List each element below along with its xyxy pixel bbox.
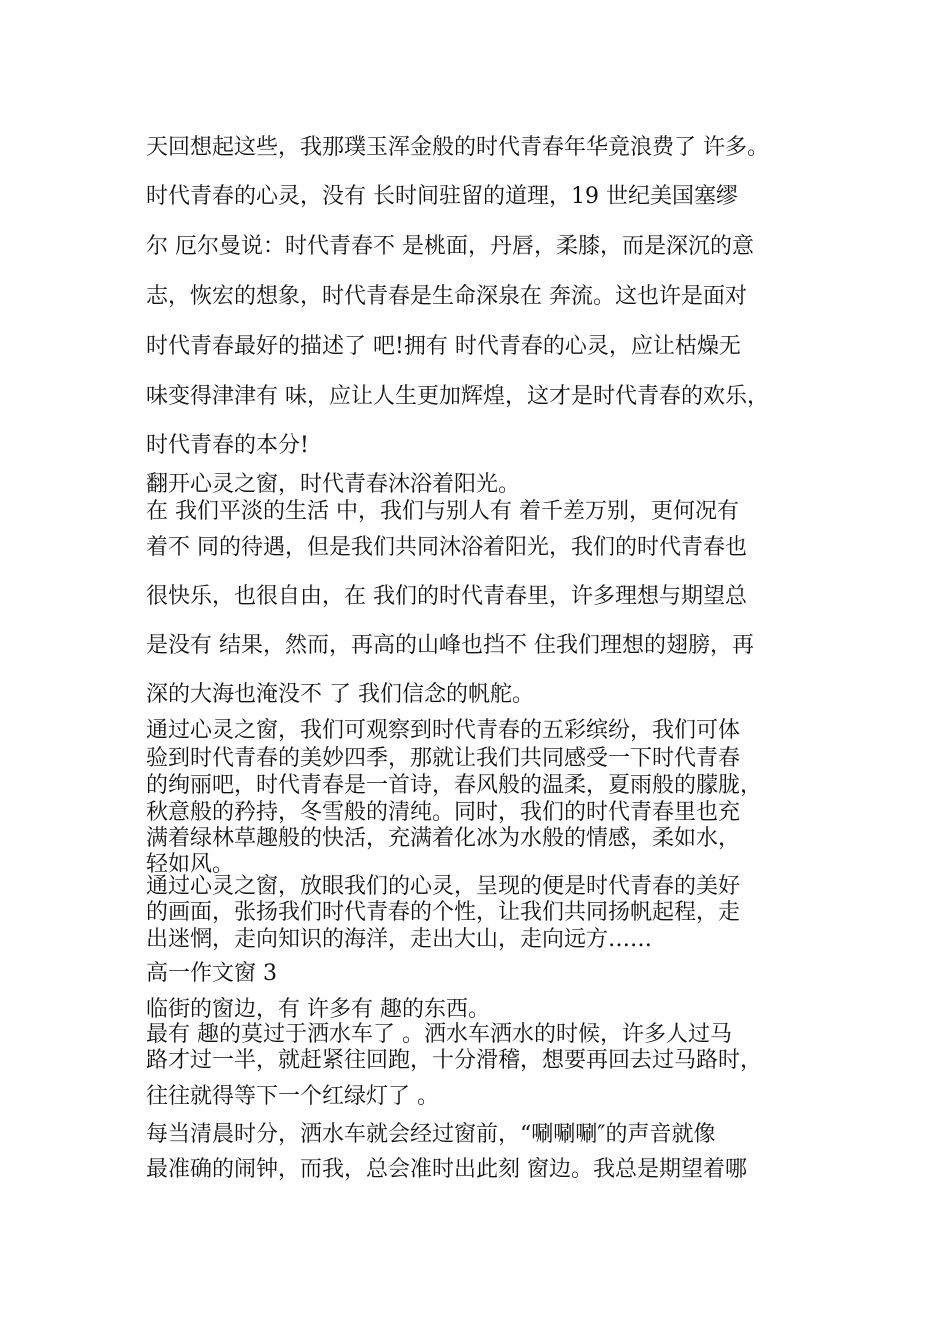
text-line: 满着绿林草趣般的快活，充满着化冰为水般的情感，柔如水，: [146, 826, 741, 851]
text-line: 临街的窗边，有 许多有 趣的东西。: [146, 997, 490, 1022]
text-line: 路才过一半，就赶紧往回跑，十分滑稽，想要再回去过马路时，: [146, 1048, 763, 1073]
text-line: 志，恢宏的想象，时代青春是生命深泉在 奔流。这也许是面对: [146, 284, 747, 309]
text-line: 通过心灵之窗，放眼我们的心灵，呈现的便是时代青春的美好: [146, 874, 741, 899]
text-line: 时代青春最好的描述了 吧!拥有 时代青春的心灵，应让枯燥无: [146, 334, 741, 359]
text-line: 通过心灵之窗，我们可观察到时代青春的五彩缤纷，我们可体: [146, 718, 741, 743]
text-line: 的画面，张扬我们时代青春的个性，让我们共同扬帆起程，走: [146, 900, 741, 925]
text-line: 最有 趣的莫过于洒水车了 。洒水车洒水的时候，许多人过马: [146, 1022, 732, 1047]
text-line: 出迷惘，走向知识的海洋，走出大山，走向远方……: [146, 927, 653, 952]
text-line: 时代青春的心灵，没有 长时间驻留的道理，19 世纪美国塞缪: [146, 184, 738, 209]
text-line: 时代青春的本分!: [146, 433, 309, 458]
text-line: 味变得津津有 味，应让人生更加辉煌，这才是时代青春的欢乐，: [146, 384, 769, 409]
text-line: 往往就得等下一个红绿灯了 。: [146, 1084, 439, 1109]
text-line: 天回想起这些，我那璞玉浑金般的时代青春年华竟浪费了 许多。: [146, 135, 769, 160]
text-line: 最准确的闹钟，而我，总会准时出此刻 窗边。我总是期望着哪: [146, 1157, 747, 1182]
text-line: 尔 厄尔曼说：时代青春不 是桃面，丹唇，柔膝，而是深沉的意: [146, 234, 754, 259]
section-heading: 高一作文窗 3: [146, 961, 277, 986]
text-line: 每当清晨时分，洒水车就会经过窗前，“唰唰唰″的声音就像: [146, 1122, 716, 1147]
text-line: 翻开心灵之窗，时代青春沐浴着阳光。: [146, 472, 521, 497]
text-line: 秋意般的矜持，冬雪般的清纯。同时，我们的时代青春里也充: [146, 800, 741, 825]
text-line: 的绚丽吧，时代青春是一首诗，春风般的温柔，夏雨般的朦胧，: [146, 773, 763, 798]
text-line: 验到时代青春的美妙四季，那就让我们共同感受一下时代青春: [146, 746, 741, 771]
text-line: 很快乐，也很自由，在 我们的时代青春里，许多理想与期望总: [146, 584, 747, 609]
text-line: 轻如风。: [146, 852, 235, 877]
text-line: 深的大海也淹没不 了 我们信念的帆舵。: [146, 682, 534, 707]
text-line: 着不 同的待遇，但是我们共同沐浴着阳光，我们的时代青春也: [146, 535, 747, 560]
text-line: 是没有 结果，然而，再高的山峰也挡不 住我们理想的翅膀，再: [146, 633, 754, 658]
text-line: 在 我们平淡的生活 中，我们与别人有 着千差万别，更何况有: [146, 499, 739, 524]
